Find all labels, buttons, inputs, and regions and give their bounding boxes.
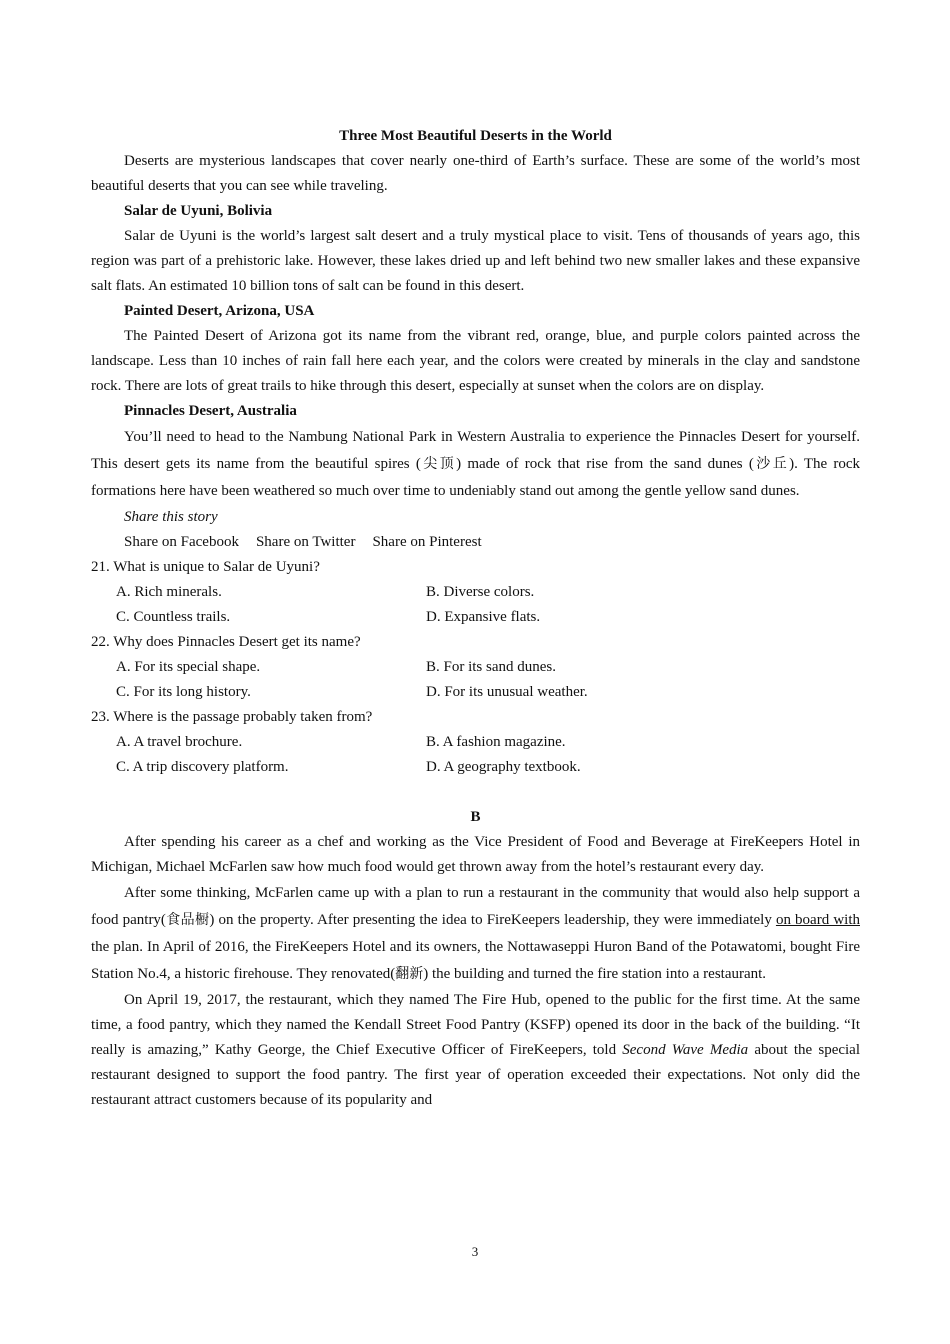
p2-text-c: the plan. In April of 2016, the FireKeepers Hotel and its owners, the Nottawaseppi Huron Band of the Potawatomi, bought Fire Station No.4, a historic firehouse. They renovated( xyxy=(91,939,860,982)
article-b-paragraph-1: After spending his career as a chef and working as the Vice President of Food and Beverage at FireKeepers Hotel in Michigan, Michael McFarlen saw how much food would get thrown away from the hotel’s restaurant every day. xyxy=(91,834,860,875)
article-b-paragraph-3 xyxy=(91,988,860,1113)
p2-text-a: After some thinking, McFarlen came up with a plan to run a restaurant in the community that would also help support a food pantry( xyxy=(91,885,860,928)
underlined-phrase: on board with xyxy=(775,912,860,928)
option-22-a: A. For its special shape. xyxy=(116,659,261,675)
option-23-d: D. A geography textbook. xyxy=(426,759,581,775)
publication-name: Second Wave Media xyxy=(622,1042,749,1058)
salar-paragraph: Salar de Uyuni is the world’s largest salt desert and a truly mystical place to visit. Tens of thousands of years ago, this region was part of a prehistoric lake. However, these lakes dried up and left behind two new smaller lakes and these expansive salt flats. An estimated 10 billion tons of salt can be found in this desert. xyxy=(91,228,860,294)
p2-text-b: ) on the property. After presenting the idea to FireKeepers leadership, they were immediately xyxy=(209,912,776,928)
share-pinterest-link[interactable]: Share on Pinterest xyxy=(372,534,482,550)
question-23-stem: 23. Where is the passage probably taken from? xyxy=(91,709,373,725)
option-21-a: A. Rich minerals. xyxy=(116,584,222,600)
gloss-dunes: 沙丘 xyxy=(753,456,790,472)
question-21-stem: 21. What is unique to Salar de Uyuni? xyxy=(91,559,320,575)
question-21-options-row-2 xyxy=(91,605,860,630)
option-22-d: D. For its unusual weather. xyxy=(426,684,588,700)
section-heading-pinnacles: Pinnacles Desert, Australia xyxy=(124,403,297,419)
option-23-b: B. A fashion magazine. xyxy=(426,734,566,750)
pinnacles-text-2: ) made of rock that rise from the sand dunes ( xyxy=(456,456,754,472)
gloss-food-pantry: 食品橱 xyxy=(165,912,210,928)
share-twitter-link[interactable]: Share on Twitter xyxy=(255,534,356,550)
share-label: Share this story xyxy=(124,509,218,525)
question-23-options-row-1 xyxy=(91,730,860,755)
p3-text-a: On April 19, 2017, the restaurant, which they named The Fire Hub, opened to the public for the first time. At the same time, a food pantry, which they named the Kendall Street Food Pantry (KSFP) opened its door in the back of the building. “It really is amazing,” Kathy George, the Chief Executive Officer of FireKeepers, told xyxy=(91,992,860,1058)
section-spacer xyxy=(91,780,860,805)
share-links xyxy=(91,530,860,555)
gloss-spires: 尖顶 xyxy=(420,456,457,472)
pinnacles-paragraph xyxy=(91,424,860,505)
option-22-b: B. For its sand dunes. xyxy=(426,659,557,675)
option-21-d: D. Expansive flats. xyxy=(426,609,541,625)
gloss-renovated: 翻新 xyxy=(395,966,424,982)
option-21-c: C. Countless trails. xyxy=(116,609,231,625)
section-heading-salar: Salar de Uyuni, Bolivia xyxy=(124,203,273,219)
page-number: 3 xyxy=(471,1244,479,1259)
section-b-label: B xyxy=(470,809,481,825)
painted-paragraph: The Painted Desert of Arizona got its name from the vibrant red, orange, blue, and purple colors painted across the landscape. Less than 10 inches of rain fall here each year, and the colors were created by minerals in the clay and sandstone rock. There are lots of great trails to hike through this desert, especially at sunset when the colors are on display. xyxy=(91,328,860,394)
question-22-options-row-2 xyxy=(91,680,860,705)
p3-text-b: about the special restaurant designed to support the food pantry. The first year of operation exceeded their expectations. Not only did the restaurant attract customers because of its popularity and xyxy=(91,1042,861,1108)
share-facebook-link[interactable]: Share on Facebook xyxy=(124,534,239,550)
option-22-c: C. For its long history. xyxy=(116,684,251,700)
question-21-options-row-1 xyxy=(91,580,860,605)
page-content xyxy=(91,124,860,1113)
intro-paragraph: Deserts are mysterious landscapes that cover nearly one-third of Earth’s surface. These are some of the world’s most beautiful deserts that you can see while traveling. xyxy=(91,153,860,194)
pinnacles-text-3: ). The rock formations here have been weathered so much over time to undeniably stand out among the gentle yellow sand dunes. xyxy=(91,456,860,499)
article-title: Three Most Beautiful Deserts in the World xyxy=(339,128,612,144)
question-22-options-row-1 xyxy=(91,655,860,680)
p2-text-d: ) the building and turned the fire station into a restaurant. xyxy=(423,966,767,982)
option-21-b: B. Diverse colors. xyxy=(426,584,535,600)
article-b-paragraph-2 xyxy=(91,880,860,988)
section-heading-painted: Painted Desert, Arizona, USA xyxy=(124,303,315,319)
pinnacles-text-1: You’ll need to head to the Nambung National Park in Western Australia to experience the Pinnacles Desert for yourself. This desert gets its name from the beautiful spires ( xyxy=(91,429,860,472)
option-23-a: A. A travel brochure. xyxy=(116,734,243,750)
question-23-options-row-2 xyxy=(91,755,860,780)
question-22-stem: 22. Why does Pinnacles Desert get its name? xyxy=(91,634,361,650)
option-23-c: C. A trip discovery platform. xyxy=(116,759,289,775)
